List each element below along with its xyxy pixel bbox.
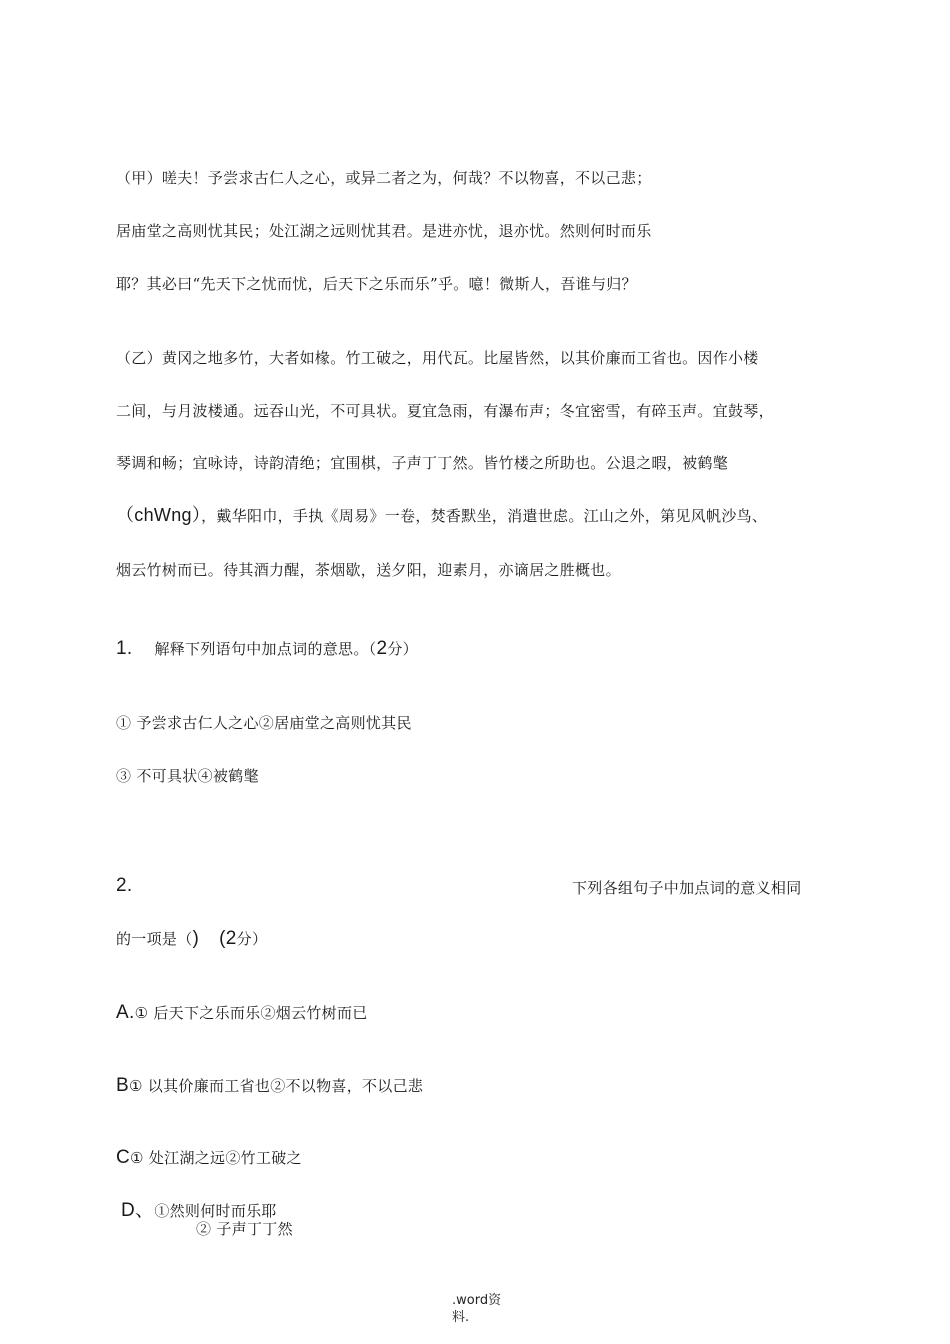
option-d — [121, 1201, 277, 1221]
passage-yi-line-4-text: ，戴华阳巾，手执《周易》一卷，焚香默坐，消遣世虑。江山之外，第见风帆沙鸟、 — [201, 507, 768, 525]
option-d-text-2: ② 子声丁丁然 — [196, 1220, 293, 1238]
option-a-label: A. — [116, 1002, 135, 1023]
passage-yi-line-4 — [116, 505, 767, 526]
question-1-prompt — [116, 639, 418, 659]
option-d-text-1: ①然则何时而乐耶 — [154, 1202, 277, 1220]
passage-yi-line-1: （乙）黄冈之地多竹，大者如椽。竹工破之，用代瓦。比屋皆然，以其价廉而工省也。因作小楼 — [116, 349, 759, 367]
question-1-number: 1. — [116, 638, 133, 659]
passage-jia-line-3: 耶？其必曰“先天下之忧而忧，后天下之乐而乐”乎。噫！微斯人，吾谁与归？ — [116, 275, 637, 293]
footer-word: .word — [452, 1293, 489, 1308]
footer-line-2: 料. — [452, 1310, 470, 1325]
footer-line-1 — [452, 1293, 501, 1309]
option-b-label: B — [116, 1075, 129, 1096]
question-2-prompt-text: 的一项是（ — [116, 930, 193, 948]
passage-yi-line-2: 二间，与月波楼通。远吞山光，不可具状。夏宜急雨，有瀑布声；冬宜密雪，有碎玉声。宜鼓琴， — [116, 402, 774, 420]
passage-yi-line-5: 烟云竹树而已。待其酒力醒，茶烟歇，送夕阳，迎素月，亦谪居之胜概也。 — [116, 561, 621, 579]
question-1-items-row-1: ① 予尝求古仁人之心②居庙堂之高则忧其民 — [116, 714, 412, 732]
question-2-score: (2 — [219, 928, 237, 949]
question-2-answer-paren: ) — [192, 928, 200, 949]
question-2-prompt-left — [116, 929, 267, 949]
option-c-text: ① 处江湖之远②竹工破之 — [130, 1149, 302, 1167]
option-b — [116, 1076, 423, 1096]
question-1-score-unit: 分） — [387, 640, 418, 658]
passage-yi-line-3: 琴调和畅；宜咏诗，诗韵清绝；宜围棋，子声丁丁然。皆竹楼之所助也。公退之暇，被鹤氅 — [116, 454, 729, 472]
footer-zi: 资 — [488, 1293, 502, 1308]
passage-jia-line-2: 居庙堂之高则忧其民；处江湖之远则忧其君。是进亦忧，退亦忧。然则何时而乐 — [116, 222, 652, 240]
question-1-text: 解释下列语句中加点词的意思。（ — [154, 640, 377, 658]
question-1-score: 2 — [376, 638, 388, 659]
pinyin-annotation: （chWng） — [116, 505, 202, 525]
option-b-text: ① 以其价廉而工省也②不以物喜，不以己悲 — [128, 1077, 424, 1095]
question-2-prompt-right: 下列各组句子中加点词的意义相同 — [572, 879, 802, 897]
option-a-text: ① 后天下之乐而乐②烟云竹树而已 — [134, 1004, 368, 1022]
question-1-items-row-2: ③ 不可具状④被鹤氅 — [116, 767, 259, 785]
question-2-score-unit: 分） — [236, 930, 268, 948]
option-d-label: D、 — [121, 1200, 155, 1221]
option-a — [116, 1003, 368, 1023]
passage-jia-line-1: （甲）嗟夫！予尝求古仁人之心，或异二者之为，何哉？不以物喜，不以己悲； — [116, 169, 652, 187]
option-c-label: C — [116, 1147, 131, 1168]
option-c — [116, 1148, 302, 1168]
question-2-number: 2. — [116, 875, 133, 896]
